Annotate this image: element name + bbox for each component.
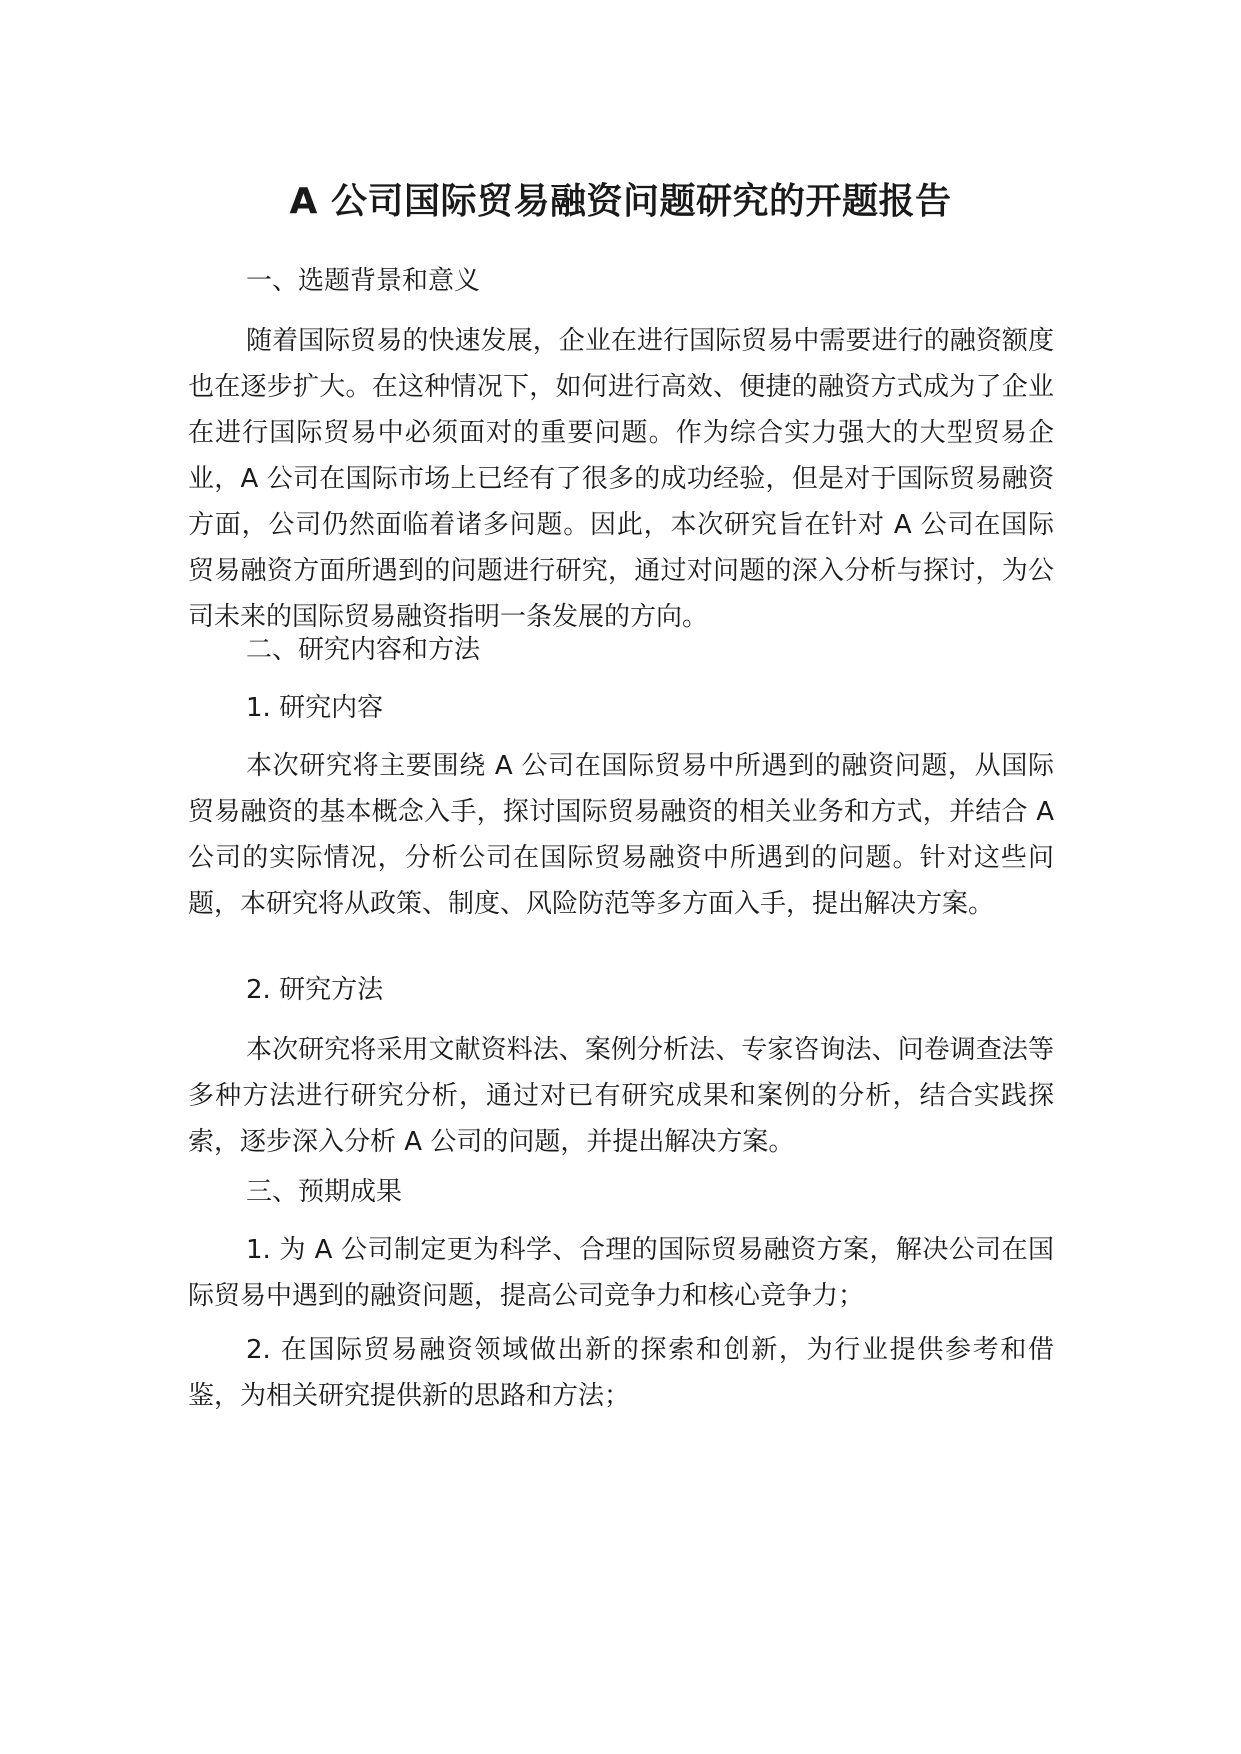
paragraph-research-content: 本次研究将主要围绕 A 公司在国际贸易中所遇到的融资问题，从国际贸易融资的基本概念入手，探讨国际贸易融资的相关业务和方式，并结合 A 公司的实际情况，分析公司在国际贸易融资中所遇到的问题。针对这些问题，本研究将从政策、制度、风险防范等多方面入手，提出解决方案。: [188, 751, 1054, 919]
paragraph-research-methods: 本次研究将采用文献资料法、案例分析法、专家咨询法、问卷调查法等多种方法进行研究分析，通过对已有研究成果和案例的分析，结合实践探索，逐步深入分析 A 公司的问题，并提出解决方案。: [188, 1035, 1054, 1157]
document-title: A 公司国际贸易融资问题研究的开题报告: [289, 181, 952, 222]
paragraph-background: 随着国际贸易的快速发展，企业在进行国际贸易中需要进行的融资额度也在逐步扩大。在这种情况下，如何进行高效、便捷的融资方式成为了企业在进行国际贸易中必须面对的重要问题。作为综合实力强大的大型贸易企业，A 公司在国际市场上已经有了很多的成功经验，但是对于国际贸易融资方面，公司仍然面临着诸多问题。因此，本次研究旨在针对 A 公司在国际贸易融资方面所遇到的问题进行研究，通过对问题的深入分析与探讨，为公司未来的国际贸易融资指明一条发展的方向。: [188, 326, 1054, 632]
section-heading-expected-results: 三、预期成果: [246, 1177, 403, 1207]
list-item-result-1: 1. 为 A 公司制定更为科学、合理的国际贸易融资方案，解决公司在国际贸易中遇到的融资问题，提高公司竞争力和核心竞争力；: [188, 1235, 1054, 1311]
section-heading-background: 一、选题背景和意义: [246, 266, 481, 296]
subheading-research-content: 1. 研究内容: [246, 693, 384, 723]
subheading-research-methods: 2. 研究方法: [246, 975, 384, 1005]
list-item-result-2: 2. 在国际贸易融资领域做出新的探索和创新，为行业提供参考和借鉴，为相关研究提供新的思路和方法；: [188, 1335, 1054, 1411]
section-heading-content-methods: 二、研究内容和方法: [246, 635, 481, 665]
